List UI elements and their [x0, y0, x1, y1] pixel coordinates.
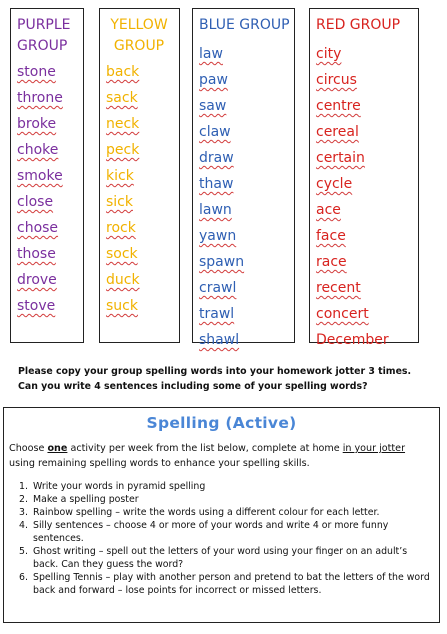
purple-group-box	[10, 8, 84, 343]
activity-number: 3.	[19, 507, 28, 518]
yellow-group-title: YELLOW GROUP	[110, 17, 168, 54]
spelling-word: claw	[199, 124, 231, 140]
spelling-word: cycle	[316, 176, 353, 192]
activity-number: 2.	[19, 494, 28, 505]
spelling-word: chose	[17, 220, 59, 236]
spelling-word: back	[106, 64, 140, 80]
spelling-word: shawl	[199, 332, 240, 348]
spelling-word: ace	[316, 202, 341, 218]
yellow-group-box	[99, 8, 180, 343]
spelling-word: duck	[106, 272, 140, 288]
spelling-word: kick	[106, 168, 134, 184]
activity-item	[19, 545, 434, 571]
spelling-active-intro	[9, 441, 429, 471]
spelling-word: sock	[106, 246, 138, 262]
spelling-word: broke	[17, 116, 57, 132]
spelling-word: drove	[17, 272, 57, 288]
activity-text: Silly sentences – choose 4 or more of your words and write 4 or more funny sentences.	[33, 520, 389, 544]
activity-item	[19, 493, 434, 506]
spelling-word: sick	[106, 194, 133, 210]
activity-number: 6.	[19, 572, 28, 583]
red-group-box	[309, 8, 419, 348]
activity-text: Spelling Tennis – play with another person and pretend to bat the letters of the word back and forward – lose points for incorrect or missed letters.	[33, 572, 430, 596]
blue-group-title: BLUE GROUP	[199, 17, 290, 33]
activity-number: 1.	[19, 481, 28, 492]
intro-text-1: Choose	[9, 443, 48, 454]
activity-number: 4.	[19, 520, 28, 531]
blue-group-box	[192, 8, 295, 348]
spelling-word: saw	[199, 98, 227, 114]
spelling-active-box	[3, 407, 440, 623]
spelling-word: stone	[17, 64, 56, 80]
spelling-word: those	[17, 246, 56, 262]
activity-number: 5.	[19, 546, 28, 557]
spelling-word: concert	[316, 306, 369, 322]
spelling-word: law	[199, 46, 223, 62]
spelling-word: draw	[199, 150, 234, 166]
spelling-active-title: Spelling (Active)	[146, 414, 297, 432]
spelling-word: face	[316, 228, 346, 244]
activity-text: Make a spelling poster	[33, 494, 139, 505]
spelling-word: rock	[106, 220, 136, 236]
spelling-word: choke	[17, 142, 59, 158]
activity-text: Write your words in pyramid spelling	[33, 481, 206, 492]
activity-item	[19, 506, 434, 519]
spelling-word: throne	[17, 90, 63, 106]
activity-list	[19, 480, 434, 597]
blue-word-list	[199, 41, 244, 353]
homework-instructions: Please copy your group spelling words into your homework jotter 3 times. Can you write 4 sentences including some of your spelling words?	[18, 366, 412, 392]
intro-jotter-emphasis: in your jotter	[342, 443, 406, 454]
spelling-word: thaw	[199, 176, 234, 192]
spelling-word: cereal	[316, 124, 359, 140]
spelling-word: city	[316, 46, 342, 62]
spelling-word: sack	[106, 90, 138, 106]
intro-text-2: activity per week from the list below, complete at home	[67, 443, 343, 454]
spelling-word: suck	[106, 298, 138, 314]
spelling-word: December	[316, 332, 389, 348]
spelling-word: paw	[199, 72, 228, 88]
spelling-word: neck	[106, 116, 140, 132]
red-group-title: RED GROUP	[316, 17, 401, 33]
activity-item	[19, 571, 434, 597]
spelling-word: certain	[316, 150, 365, 166]
yellow-word-list	[106, 59, 140, 319]
spelling-word: stove	[17, 298, 56, 314]
activity-text: Ghost writing – spell out the letters of your word using your finger on an adult’s back. Can they guess the word?	[33, 546, 408, 570]
intro-text-3: using remaining spelling words to enhance your spelling skills.	[9, 458, 310, 469]
spelling-word: lawn	[199, 202, 232, 218]
activity-item	[19, 480, 434, 493]
activity-item	[19, 519, 434, 545]
spelling-word: close	[17, 194, 54, 210]
spelling-word: recent	[316, 280, 361, 296]
activity-text: Rainbow spelling – write the words using a different colour for each letter.	[33, 507, 380, 518]
spelling-word: smoke	[17, 168, 63, 184]
spelling-word: trawl	[199, 306, 235, 322]
spelling-word: peck	[106, 142, 140, 158]
spelling-word: yawn	[199, 228, 237, 244]
spelling-word: spawn	[199, 254, 245, 270]
red-word-list	[316, 41, 389, 353]
purple-group-title: PURPLE GROUP	[17, 17, 71, 54]
purple-word-list	[17, 59, 63, 319]
spelling-word: centre	[316, 98, 361, 114]
intro-one-emphasis: one	[47, 443, 68, 454]
spelling-word: race	[316, 254, 347, 270]
spelling-word: circus	[316, 72, 357, 88]
spelling-word: crawl	[199, 280, 237, 296]
